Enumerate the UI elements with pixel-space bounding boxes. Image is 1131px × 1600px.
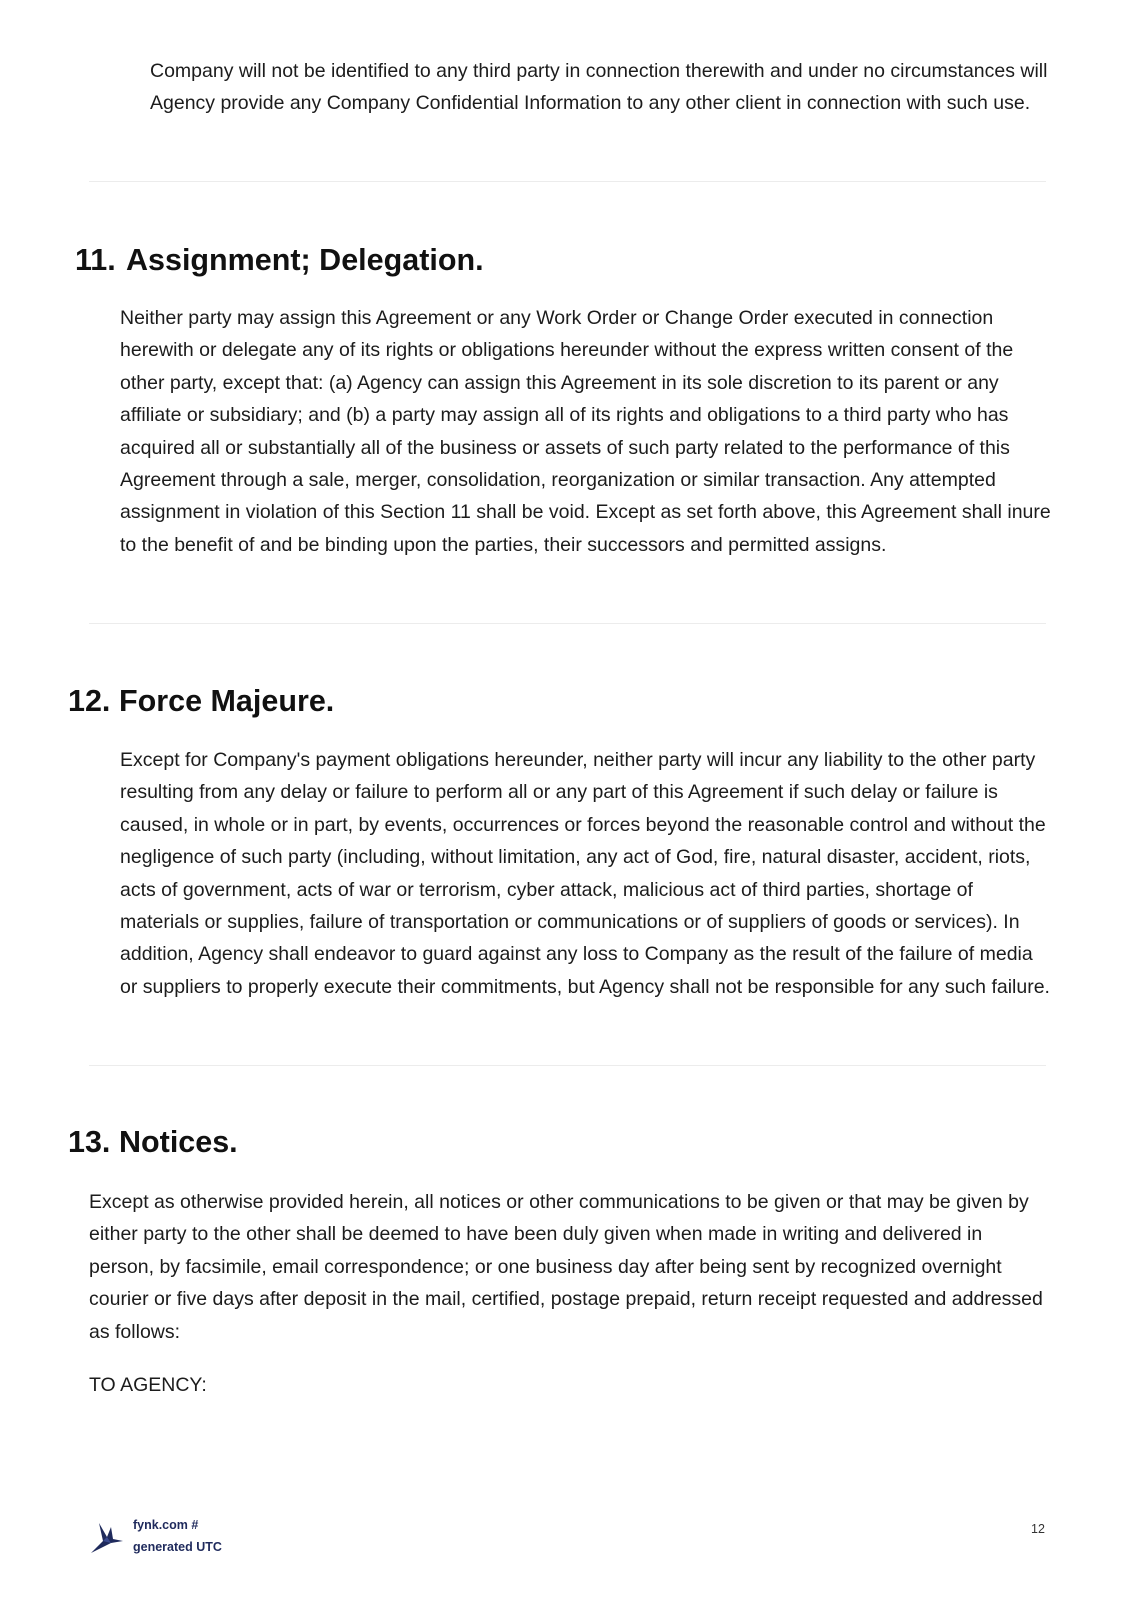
section-divider — [89, 623, 1046, 624]
section-12-number: 12. — [68, 684, 111, 718]
section-11-body: Neither party may assign this Agreement or any Work Order or Change Order executed in connection herewith or delegate any of its rights or obligations hereunder without the express written consent of the other party, except that: (a) Agency can assign this Agreement in its sole discretion to its parent or any affiliate or subsidiary; and (b) a party may assign all of its rights and obligations to a third party who has acquired all or substantially all of the business or assets of such party related to the performance of this Agreement through a sale, merger, consolidation, reorganization or similar transaction. Any attempted assignment in violation of this Section 11 shall be void. Except as set forth above, this Agreement shall inure to the benefit of and be binding upon the parties, their successors and permitted assigns. — [120, 307, 1051, 556]
section-divider — [89, 181, 1046, 182]
section-13-title: Notices. — [119, 1125, 238, 1159]
section-13-number: 13. — [68, 1125, 111, 1159]
section-11-title: Assignment; Delegation. — [126, 243, 484, 277]
section-12-body: Except for Company's payment obligations hereunder, neither party will incur any liability to the other party resulting from any delay or failure to perform all or any part of this Agreement if such delay or failure is caused, in whole or in part, by events, occurrences or forces beyond the reasonable control and without the negligence of such party (including, without limitation, any act of God, fire, natural disaster, accident, riots, acts of government, acts of war or terrorism, cyber attack, malicious act of third parties, shortage of materials or supplies, failure of transportation or communications or of suppliers of goods or services). In addition, Agency shall endeavor to guard against any loss to Company as the result of the failure of media or suppliers to properly execute their commitments, but Agency shall not be responsible for any such failure. — [120, 749, 1050, 998]
recipient-label: TO AGENCY: — [89, 1374, 207, 1396]
footer-generated: generated UTC — [133, 1540, 222, 1554]
page-number: 12 — [1031, 1522, 1045, 1536]
intro-paragraph: Company will not be identified to any third party in connection therewith and under no circumstances will Agency provide any Company Confidential Information to any other client in connection with such use. — [150, 60, 1048, 115]
section-13-body: Except as otherwise provided herein, all notices or other communications to be given or that may be given by either party to the other shall be deemed to have been duly given when made in writing and delivered in person, by facsimile, email correspondence; or one business day after being sent by recognized overnight courier or five days after deposit in the mail, certified, postage prepaid, return receipt requested and addressed as follows: — [89, 1191, 1043, 1343]
section-divider — [89, 1065, 1046, 1066]
fynk-bird-logo-icon — [89, 1515, 125, 1555]
section-12-heading — [68, 681, 335, 721]
section-13-heading — [68, 1122, 238, 1162]
footer-brand: fynk.com # — [133, 1518, 199, 1532]
section-11-number: 11. — [75, 243, 116, 277]
section-12-title: Force Majeure. — [119, 684, 335, 718]
section-11-heading — [75, 240, 484, 280]
